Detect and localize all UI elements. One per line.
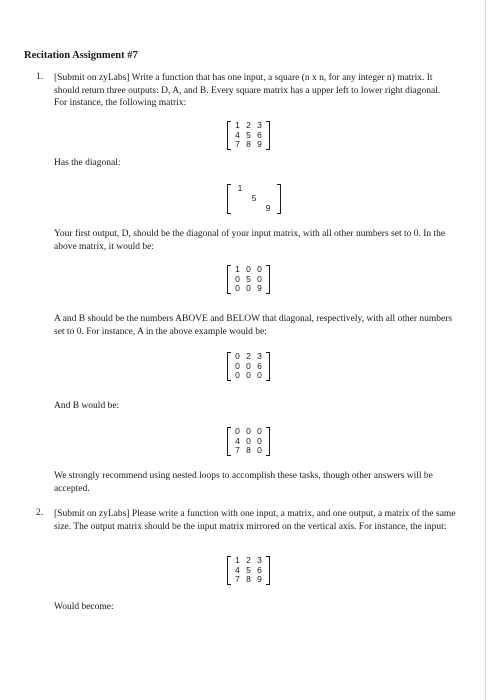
matrix-cell: 8 — [246, 574, 251, 584]
matrix-example — [227, 121, 270, 150]
question-1-number: 1. — [36, 72, 44, 82]
ab-output-description — [54, 313, 464, 338]
matrix-cell: 0 — [246, 435, 251, 446]
matrix-cell: 9 — [257, 139, 262, 149]
question-1-intro-text: [Submit on zyLabs] Write a function that has one input, a square (n x n, for any integer n) matrix. It should return three outputs: D, A, and B. Every square matrix has a upper left to lower right diagonal. For instance, the following matrix: — [54, 73, 441, 108]
matrix-cell: 6 — [257, 360, 262, 371]
matrix-cell: 1 — [235, 120, 240, 130]
matrix-cell: 3 — [257, 120, 262, 130]
matrix-cell: 7 — [235, 574, 240, 584]
matrix-input — [227, 556, 270, 585]
matrix-cell: 6 — [257, 129, 262, 140]
matrix-cell: 0 — [246, 360, 251, 371]
ab-output-text: A and B should be the numbers ABOVE and BELOW that diagonal, respectively, with all other numbers set to 0. For instance, A in the above example would be: — [54, 314, 453, 337]
matrix-example-cells — [231, 121, 266, 150]
matrix-cell: 1 — [235, 555, 240, 565]
matrix-a — [227, 352, 270, 381]
matrix-cell: 3 — [257, 351, 262, 361]
matrix-cell: 6 — [257, 564, 262, 575]
matrix-cell: 0 — [235, 360, 240, 371]
matrix-cell: 8 — [246, 445, 251, 455]
matrix-cell: 5 — [246, 564, 251, 575]
matrix-cell: 0 — [235, 426, 240, 436]
diagonal-entry-2: 5 — [251, 193, 257, 203]
assignment-title: Recitation Assignment #7 — [24, 50, 138, 61]
matrix-cell: 4 — [235, 129, 240, 140]
matrix-d — [227, 265, 270, 294]
matrix-cell: 9 — [257, 283, 262, 293]
matrix-cell: 5 — [246, 129, 251, 140]
matrix-cell: 0 — [246, 426, 251, 436]
matrix-b — [227, 427, 270, 456]
matrix-cell: 0 — [235, 273, 240, 284]
d-output-text: Your first output, D, should be the diagonal of your input matrix, with all other numbers set to 0. In the above matrix, it would be: — [54, 229, 446, 252]
matrix-a-cells — [231, 352, 266, 381]
matrix-cell: 0 — [257, 370, 262, 380]
matrix-cell: 8 — [246, 139, 251, 149]
matrix-cell: 0 — [257, 435, 262, 446]
matrix-cell: 0 — [246, 264, 251, 274]
matrix-cell: 4 — [235, 435, 240, 446]
matrix-cell: 2 — [246, 555, 251, 565]
matrix-cell: 7 — [235, 445, 240, 455]
diagonal-entry-1: 1 — [237, 183, 243, 193]
matrix-input-cells — [231, 556, 266, 585]
nested-loops-note — [54, 470, 464, 495]
matrix-cell: 0 — [257, 426, 262, 436]
d-output-description — [54, 228, 464, 253]
diagonal-entry-3: 9 — [265, 203, 271, 213]
nested-loops-text: We strongly recommend using nested loops to accomplish these tasks, though other answers will be accepted. — [54, 471, 433, 494]
matrix-cell: 0 — [235, 283, 240, 293]
question-1-intro — [54, 72, 454, 110]
would-become-label: Would become: — [54, 602, 114, 612]
b-output-label: And B would be: — [54, 401, 120, 411]
question-2-number: 2. — [36, 508, 44, 518]
page-edge — [485, 0, 486, 700]
question-2-intro-text: [Submit on zyLabs] Please write a function with one input, a matrix, and one output, a matrix of the same size. The output matrix should be the input matrix mirrored on the vertical axis. For instance, the input: — [54, 509, 456, 532]
matrix-cell: 0 — [235, 370, 240, 380]
matrix-cell: 3 — [257, 555, 262, 565]
matrix-cell: 0 — [257, 445, 262, 455]
matrix-b-cells — [231, 427, 266, 456]
matrix-cell: 0 — [257, 273, 262, 284]
matrix-cell: 0 — [257, 264, 262, 274]
matrix-cell: 2 — [246, 351, 251, 361]
question-2-intro — [54, 508, 459, 533]
has-diagonal-label: Has the diagonal: — [54, 158, 121, 168]
matrix-cell: 5 — [246, 273, 251, 284]
matrix-cell: 1 — [235, 264, 240, 274]
matrix-cell: 0 — [235, 351, 240, 361]
matrix-cell: 0 — [246, 370, 251, 380]
matrix-cell: 9 — [257, 574, 262, 584]
matrix-d-cells — [231, 265, 266, 294]
matrix-cell: 4 — [235, 564, 240, 575]
matrix-cell: 0 — [246, 283, 251, 293]
matrix-cell: 2 — [246, 120, 251, 130]
matrix-diagonal — [227, 184, 281, 214]
matrix-cell: 7 — [235, 139, 240, 149]
